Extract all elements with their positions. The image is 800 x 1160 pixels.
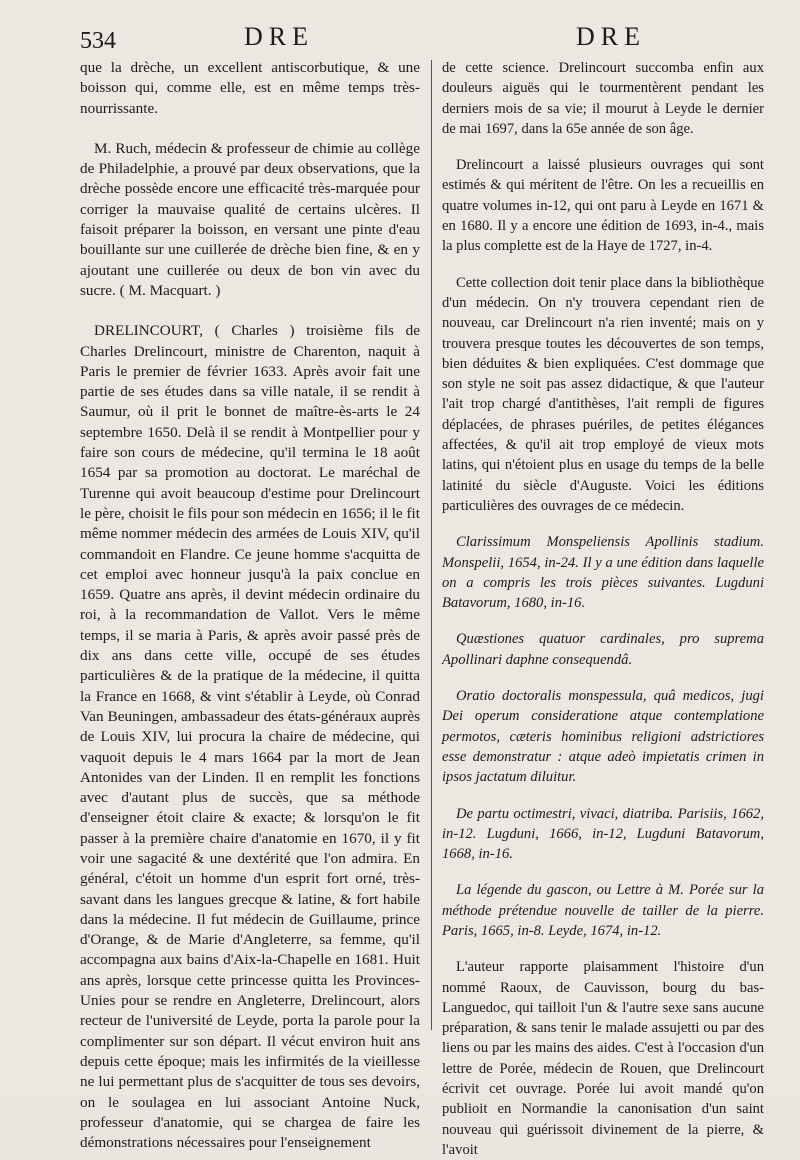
- bibliography-entry: Quæstiones quatuor cardinales, pro suprema Apollinari daphne consequendâ.: [442, 631, 764, 668]
- running-head-left: DRE: [244, 22, 314, 51]
- paragraph: de cette science. Drelincourt succomba enfin aux douleurs aiguës qui le tourmentèrent pendant les derniers mois de sa vie; il mourut à Leyde le dernier de mai 1697, dans la 65e année de son âge.: [442, 60, 764, 137]
- bibliography-entry: De partu octimestri, vivaci, diatriba. Parisiis, 1662, in-12. Lugduni, 1666, in-12, Lugduni Batavorum, 1668, in-16.: [442, 805, 764, 863]
- entry-text: , ( Charles ) troisième fils de Charles Drelincourt, ministre de Charenton, naquit à Paris le premier de février 1633. Après avoir fait une partie de ses études dans sa ville natale, il se rendit à Saumur, où il prit le bonnet de maître-ès-arts le 24 septembre 1650. Delà il se rendit à Montpellier pour y faire son cours de médecine, qu'il termina le 18 août 1654 par sa promotion au doctorat. Le maréchal de Turenne qui avoit beaucoup d'estime pour Drelincourt le père, choisit le fils pour son médecin en 1656; il le fit même nommer médecin des armées de Louis XIV, qu'il commandoit en Flandre. Ce jeune homme s'acquitta de cet emploi avec honneur jusqu'à la paix conclue en 1659. Quatre ans après, il devint médecin ordinaire du roi, à la recommandation de Vallot. Vers le même temps, il se maria à Paris, & après avoir passé près de dix ans dans cette ville, occupé de ses études particulières & de la pratique de la médecine, il quitta la France en 1668, & vint s'établir à Leyde, où Conrad Van Beuningen, ambassadeur des états-généraux auprès de Louis XIV, lui procura la chaire de médecine, qui vaquoit depuis le 4 mars 1664 par la mort de Jean Antonides van der Linden. Il en remplit les fonctions avec d'autant plus de succès, que sa méthode d'enseigner étoit claire & exacte; & lorsqu'on le fit passer à la première chaire d'anatomie en 1670, il y fit voir une sagacité & une dextérité que l'on admira. En général, c'étoit un homme d'un esprit fort orné, très-savant dans les langues grecque & latine, & fort habile dans la médecine. Il fut médecin de Guillaume, prince d'Orange, & de Marie d'Angleterre, sa femme, qu'il accompagna aux bains d'Aix-la-Chapelle en 1681. Huit ans après, lorsque cette princesse quitta les Provinces-Unies pour se rendre en Angleterre, Drelincourt, alors recteur de l'université de Leyde, porta la parole pour la complimenter sur son départ. Il vécut environ huit ans depuis cette époque; mais les infirmités de la vieillesse ne lui permettant plus de s'acquitter de tous ses devoirs, on le soulagea en lui associant Antoine Nuck, professeur d'anatomie, qui se chargea de faire les démonstrations nécessaires pour l'enseignement: [80, 322, 420, 1152]
- paragraph: M. Ruch, médecin & professeur de chimie au collège de Philadelphie, a prouvé par deux observations, que la drèche possède encore une efficacité très-marquée pour corriger la mauvaise qualité de certains ulcères. Il faisoit préparer la boisson, en versant une pinte d'eau bouillante sur une cuillerée de drèche bien fine, & en y ajoutant une cuillerée ou deux de bon vin avec du sucre. ( M. Macquart. ): [80, 139, 420, 299]
- paragraph: L'auteur rapporte plaisamment l'histoire d'un nommé Raoux, de Cauvisson, bourg du bas-Languedoc, qui tailloit l'un & l'autre sexe sans aucune préparation, & sans tenir le malade assujetti ou par des liens ou par les mains des aides. C'est à l'occasion d'un lettre de Porée, médecin de Rouen, que Drelincourt écrivit cet ouvrage. Porée lui avoit mandé qu'on publioit en Normandie la canonisation d'un saint nouveau qui guérissoit divinement de la pierre, & l'avoit: [442, 959, 764, 1158]
- bibliography-entry: Oratio doctoralis monspessula, quâ medicos, jugi Dei operum consideratione atque contemplatione permotos, cæteris hominibus religioni adstrictiores esse demonstratur : atque adeò impietatis crimen in ipsos jactatum diluitur.: [442, 688, 764, 786]
- bibliography-entry: La légende du gascon, ou Lettre à M. Porée sur la méthode prétendue nouvelle de tailler de la pierre. Paris, 1665, in-8. Leyde, 1674, in-12.: [442, 882, 764, 939]
- paragraph: Cette collection doit tenir place dans la bibliothèque d'un médecin. On n'y trouvera cependant rien de nouveau, car Drelincourt n'a rien inventé; mais on y trouvera presque toutes les découvertes de son temps, bien déduites & bien expliquées. C'est dommage que son style ne soit pas assez didactique, & que l'auteur l'ait trop chargé d'antithèses, l'ait rempli de figures déplacées, de phrases puériles, de petites élégances affectées, & qu'il ait trop employé de vieux mots latins, qui n'étoient plus en usage du temps de la belle latinité du siècle d'Auguste. Voici les éditions particulières des ouvrages de ce médecin.: [442, 274, 764, 514]
- left-column: [80, 58, 420, 1153]
- right-column: [442, 58, 764, 1160]
- paragraph: que la drèche, un excellent antiscorbutique, & une boisson qui, comme elle, est en même temps très-nourrissante.: [80, 59, 420, 117]
- page-number: 534: [80, 28, 116, 54]
- paragraph: Drelincourt a laissé plusieurs ouvrages qui sont estimés & qui méritent de l'être. On les a recueillis en quatre volumes in-12, qui ont paru à Leyde en 1671 & en 1680. Il y a encore une édition de 1693, in-4., mais la plus complette est de la Haye de 1727, in-4.: [442, 157, 764, 255]
- running-head-right: DRE: [576, 22, 646, 51]
- bibliography-entry: Clarissimum Monspeliensis Apollinis stadium. Monspelii, 1654, in-24. Il y a une édition dans laquelle on a compris les trois pièces suivantes. Lugduni Batavorum, 1680, in-16.: [442, 534, 764, 612]
- column-divider: [431, 60, 432, 1030]
- entry-headword: DRELINCOURT: [94, 322, 200, 340]
- entry-paragraph: [80, 321, 420, 1153]
- page-header: [0, 22, 800, 58]
